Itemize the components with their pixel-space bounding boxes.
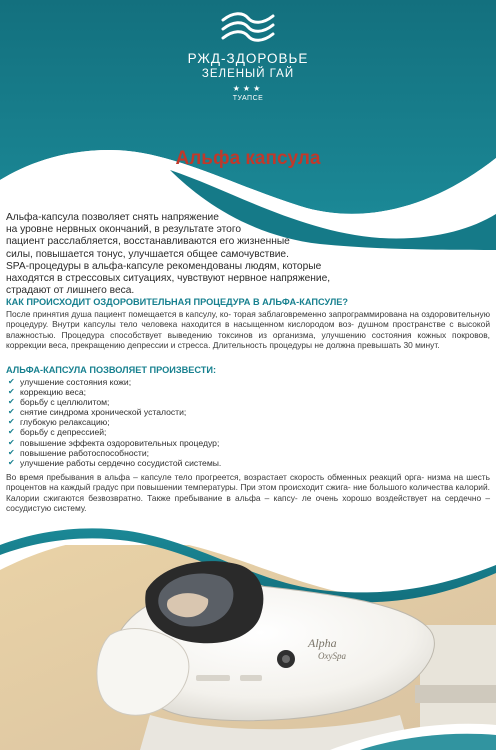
section-heading-benefits: АЛЬФА-КАПСУЛА ПОЗВОЛЯЕТ ПРОИЗВЕСТИ: [6, 365, 217, 375]
brand-subtitle: ЗЕЛЕНЫЙ ГАЙ [201, 68, 295, 80]
capsule-photo [0, 525, 496, 750]
benefit-item [8, 458, 478, 468]
check-icon: ✔ [8, 447, 15, 457]
check-icon: ✔ [8, 417, 15, 427]
benefit-item [8, 387, 478, 397]
brand-city: ТУАПСЕ [232, 95, 264, 102]
benefit-item [8, 397, 478, 407]
benefit-text: борьбу с целлюлитом; [20, 397, 110, 408]
brand-logo [0, 10, 496, 102]
benefit-text: снятие синдрома хронической усталости; [20, 407, 187, 418]
brand-stars: ★★★ [232, 84, 264, 93]
benefit-item [8, 427, 478, 437]
check-icon: ✔ [8, 457, 15, 467]
section-text-procedure: После принятия душа пациент помещается в капсулу, ко- торая заблаговременно запрограммирована на оздоровительную процедуру. Внутри капсулы тело человека находится в насыщенном кислородом воз- душном пространстве с высокой влажностью. Процедура способствует выведению токсинов из организма, улучшению состояния кожных покровов, коррекции веса, прекращению депрессии и стресса. Длительность процедуры не должна превышать 30 минут. [6, 309, 490, 351]
check-icon: ✔ [8, 387, 15, 397]
waves-logo-icon [219, 10, 277, 46]
intro-block [6, 212, 486, 297]
benefit-item [8, 377, 478, 387]
benefit-text: повышение эффекта оздоровительных процедур; [20, 437, 220, 448]
svg-text:OxySpa: OxySpa [318, 651, 346, 661]
benefit-item [8, 407, 478, 417]
benefit-item [8, 438, 478, 448]
check-icon: ✔ [8, 437, 15, 447]
benefit-text: улучшение состояния кожи; [20, 377, 132, 387]
benefit-text: глубокую релаксацию; [20, 417, 110, 428]
check-icon: ✔ [8, 397, 15, 407]
intro-text: Альфа-капсула позволяет снять напряжение на уровне нервных окончаний, в результате этого пациент расслабляется, восстанавливаются его жизненные силы, повышается тонус, улучшается общее самочувствие. SPA-процедуры в альфа-капсуле рекомендованы людям, которые находятся в стрессовых ситуациях, чувствуют нервное напряжение, страдают от лишнего веса. [6, 212, 331, 297]
check-icon: ✔ [8, 427, 15, 437]
closing-text: Во время пребывания в альфа – капсуле тело прогреется, возрастает скорость обменных реакций орга- низма на шесть процентов на каждый градус при повышении температуры. При этом происходит сжига- ние большого количества калорий. Калории сжигаются безвозвратно. Также пребывание в альфа – капсу- ле очень хорошо воздействует на сердечно – сосудистую систему. [6, 472, 490, 514]
benefit-item [8, 448, 478, 458]
benefit-item [8, 417, 478, 427]
benefit-text: повышение работоспособности; [20, 447, 150, 458]
section-heading-procedure: КАК ПРОИСХОДИТ ОЗДОРОВИТЕЛЬНАЯ ПРОЦЕДУРА В АЛЬФА-КАПСУЛЕ? [6, 297, 349, 307]
benefits-list [8, 377, 478, 468]
brand-name: РЖД-ЗДОРОВЬЕ [187, 51, 309, 66]
benefit-text: улучшение работы сердечно сосудистой системы. [20, 457, 222, 468]
page-title: Альфа капсула [175, 148, 321, 169]
check-icon: ✔ [8, 377, 15, 386]
check-icon: ✔ [8, 407, 15, 417]
benefit-text: коррекцию веса; [20, 387, 87, 398]
capsule-brand-label: Alpha [308, 636, 337, 650]
benefit-text: борьбу с депрессией; [20, 427, 107, 438]
